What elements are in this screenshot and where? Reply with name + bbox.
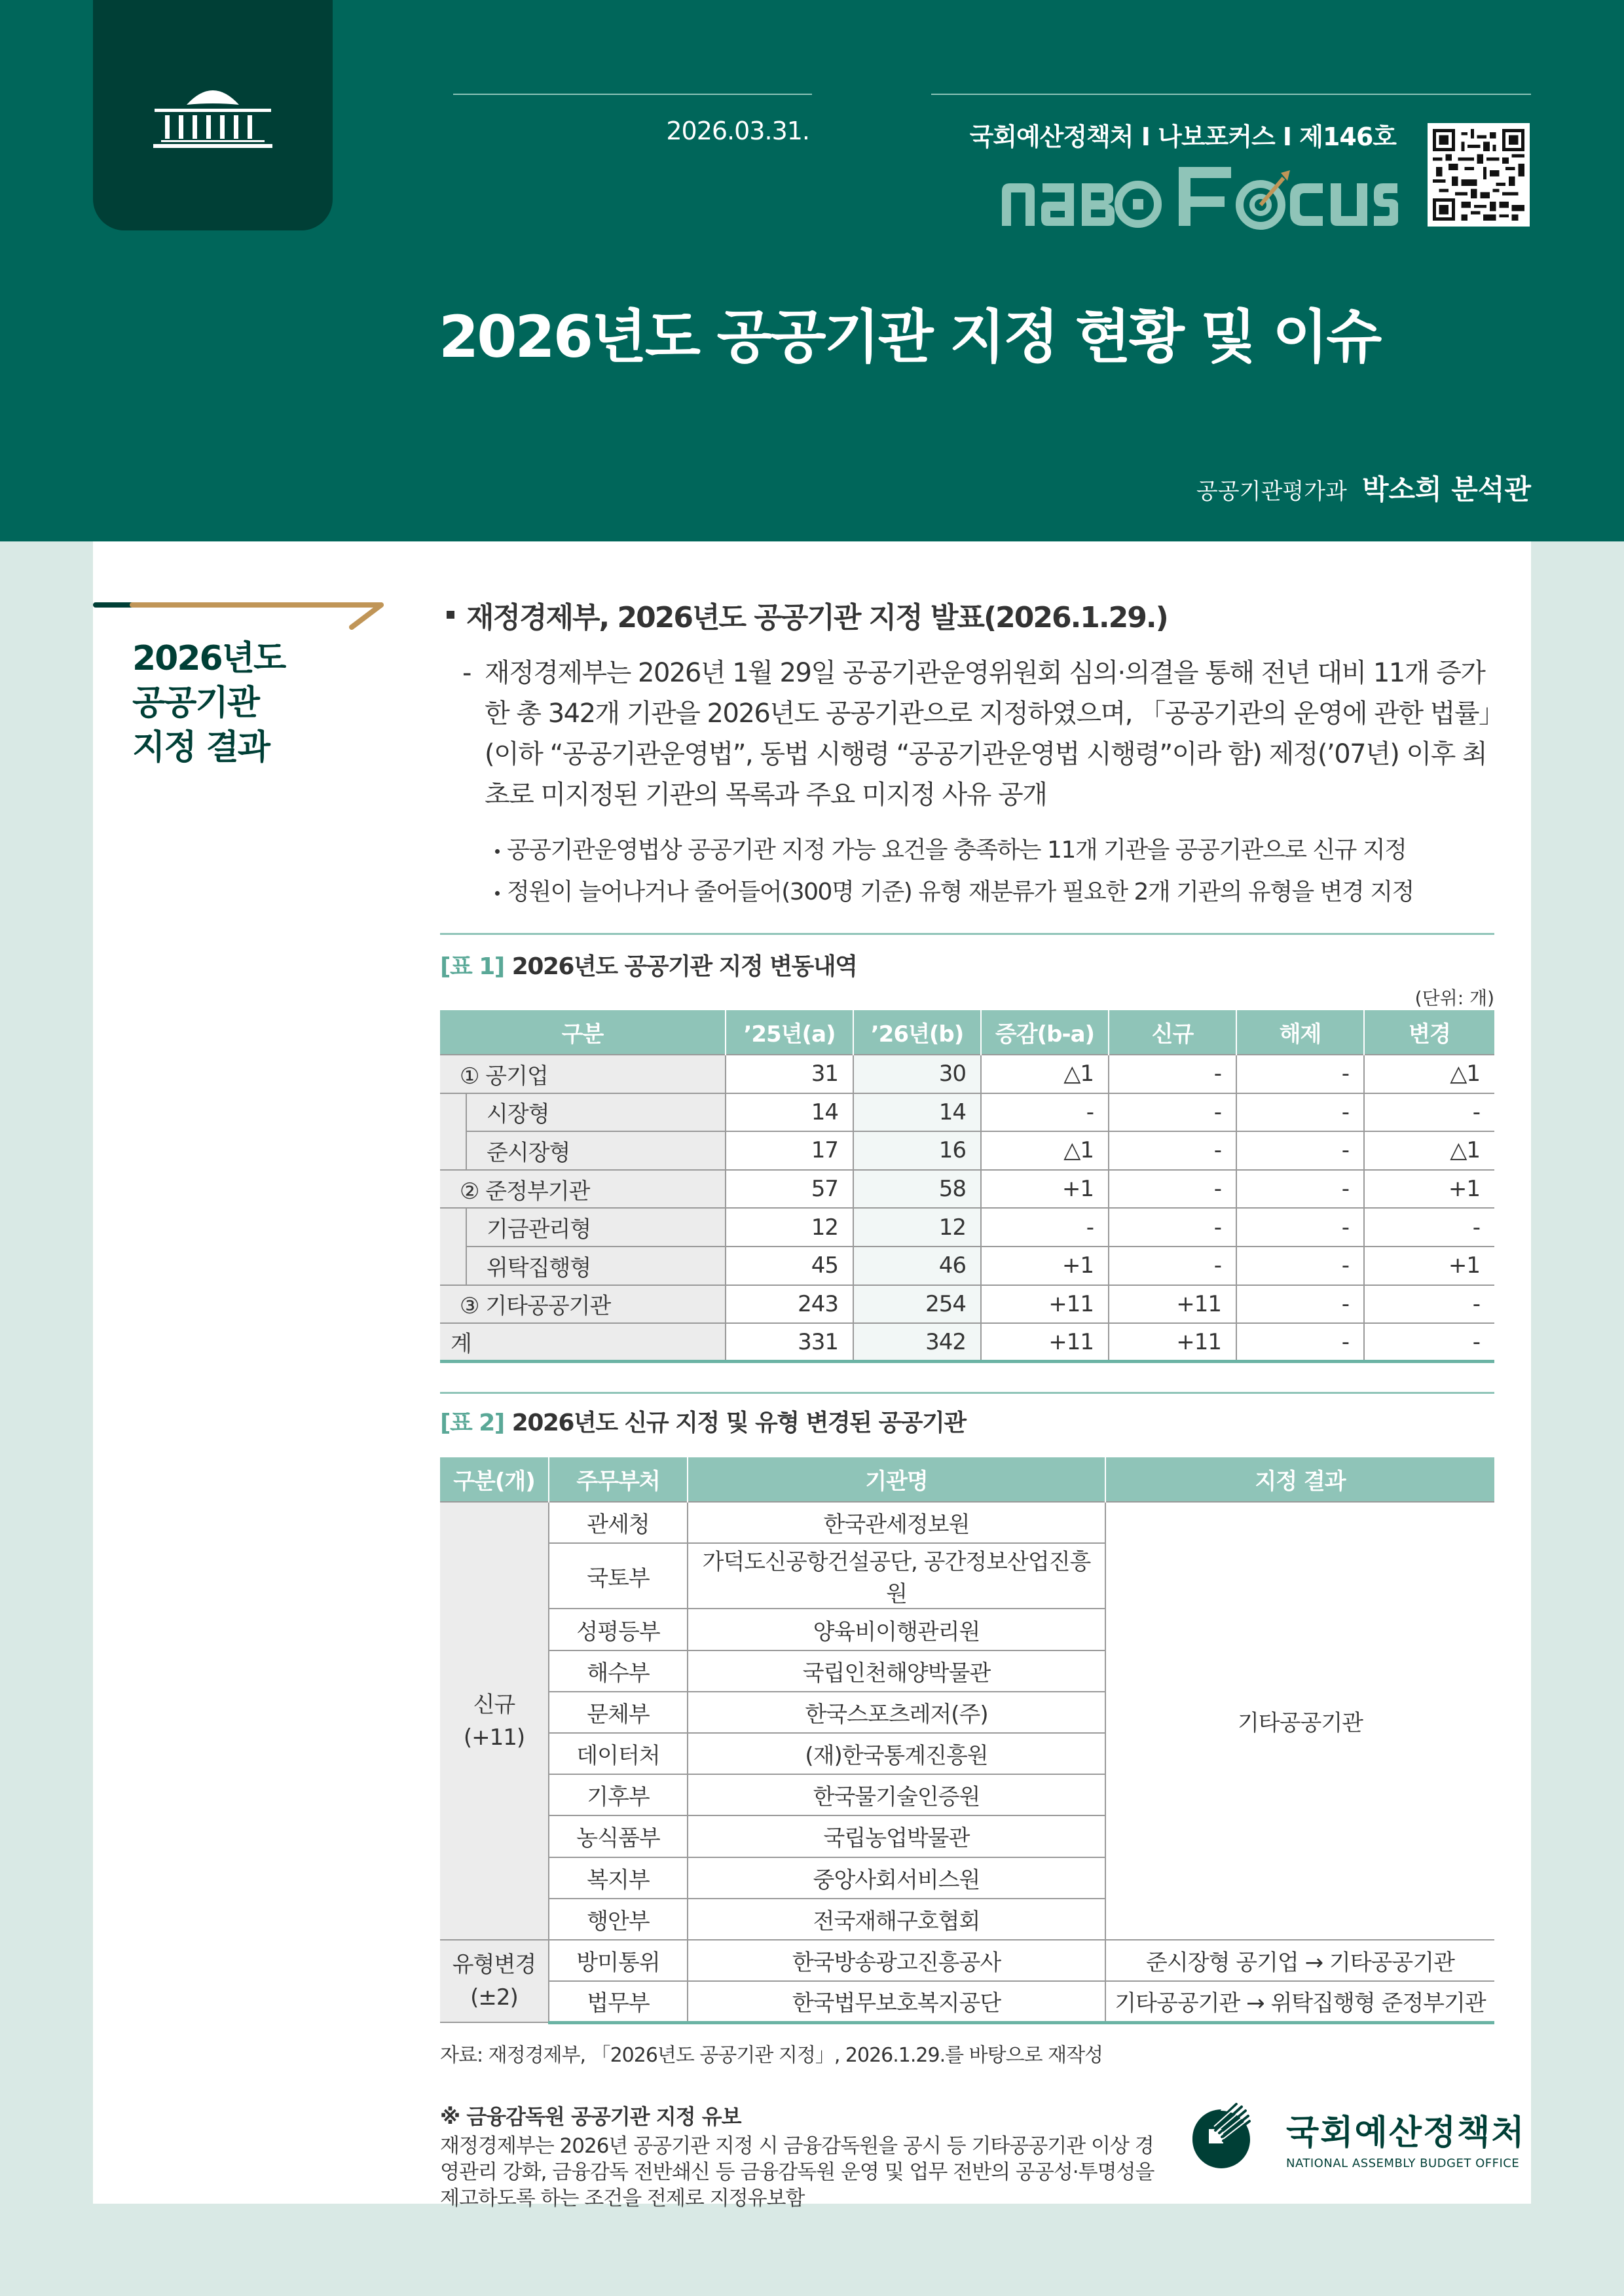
table-row: 시장형 14 14 - - - - <box>440 1093 1494 1132</box>
nabo-korean-name: 국회예산정책처 <box>1286 2113 1526 2153</box>
main-content <box>440 594 1494 2212</box>
table-row: 문체부 한국스포츠레저(주) <box>440 1692 1494 1733</box>
square-bullet-icon <box>447 611 454 619</box>
table-row: 국토부 가덕도신공항건설공단, 공간정보산업진흥원 <box>440 1543 1494 1609</box>
table1-unit: (단위: 개) <box>1414 987 1494 1009</box>
table-row: 복지부 중앙사회서비스원 <box>440 1857 1494 1899</box>
table1-top-rule <box>440 933 1494 935</box>
note-title: ※ 금융감독원 공공기관 지정 유보 <box>440 2104 741 2129</box>
publication-info: 국회예산정책처 I 나보포커스 I 제146호 <box>969 122 1396 151</box>
section-arrow-decoration <box>93 602 388 635</box>
table-header-row: 구분(개) 주무부처 기관명 지정 결과 <box>440 1457 1494 1502</box>
table1-caption: [표 1] 2026년도 공공기관 지정 변동내역 <box>440 953 857 980</box>
table2-top-rule <box>440 1392 1494 1394</box>
table-source-note: 자료: 재정경제부, 「2026년도 공공기관 지정」, 2026.1.29.를 바탕으로 재작성 <box>440 2043 1103 2067</box>
table-row: 위탁집행형 45 46 +1 - - +1 <box>440 1247 1494 1285</box>
table-total-row: 계 331 342 +11 +11 - - <box>440 1323 1494 1362</box>
table-row: 준시장형 17 16 △1 - - △1 <box>440 1131 1494 1170</box>
section-heading: 재정경제부, 2026년도 공공기관 지정 발표(2026.1.29.) <box>440 594 1494 636</box>
table-row: 기후부 한국물기술인증원 <box>440 1774 1494 1815</box>
group-label-new: 신규 (+11) <box>440 1502 549 1940</box>
new-designation-table <box>440 1457 1494 2024</box>
table-row: 법무부 한국법무보호복지공단 기타공공기관 → 위탁집행형 준정부기관 <box>440 1981 1494 2022</box>
page-body <box>93 541 1531 2210</box>
author-department: 공공기관평가과 <box>1196 479 1347 505</box>
table-row: 성평등부 양육비이행관리원 <box>440 1609 1494 1650</box>
table2-caption: [표 2] 2026년도 신규 지정 및 유형 변경된 공공기관 <box>440 1410 966 1437</box>
table-row: ② 준정부기관 57 58 +1 - - +1 <box>440 1170 1494 1209</box>
header-rule-left <box>453 94 812 95</box>
header-banner <box>0 0 1624 541</box>
table-row: 기금관리형 12 12 - - - - <box>440 1208 1494 1247</box>
designation-change-table <box>440 1010 1494 1363</box>
nabo-focus-logo <box>995 164 1398 236</box>
dash-bullet-icon: - <box>462 658 471 688</box>
author-name: 박소희 분석관 <box>1361 473 1531 505</box>
table-row: ① 공기업 31 30 △1 - - △1 <box>440 1055 1494 1093</box>
table-row: ③ 기타공공기관 243 254 +11 +11 - - <box>440 1285 1494 1324</box>
table-row: 데이터처 (재)한국통계진흥원 <box>440 1733 1494 1774</box>
bullet-item: 공공기관운영법상 공공기관 지정 가능 요건을 충족하는 11개 기관을 공공기관으로 신규 지정 <box>440 829 1494 871</box>
table-row: 농식품부 국립농업박물관 <box>440 1815 1494 1857</box>
group-label-type-change: 유형변경 (±2) <box>440 1940 549 2022</box>
header-rule-right <box>931 94 1531 95</box>
author <box>1196 468 1531 507</box>
nabo-emblem-icon <box>1185 2102 1257 2174</box>
qr-code-icon[interactable] <box>1428 123 1530 227</box>
section-paragraph: - 재정경제부는 2026년 1월 29일 공공기관운영위원회 심의·의결을 통해 전년 대비 11개 증가한 총 342개 기관을 2026년도 공공기관으로 지정하였으며, 「공공기관의 운영에 관한 법률」(이하 “공공기관운영법”, 동법 시행령 “공공기관운영법 시행령”이라 함) 제정(’07년) 이후 최초로 미지정된 기관의 목록과 주요 미지정 사유 공개 <box>440 653 1494 815</box>
table-row: 해수부 국립인천해양박물관 <box>440 1650 1494 1692</box>
bullet-item: 정원이 늘어나거나 줄어들어(300명 기준) 유형 재분류가 필요한 2개 기관의 유형을 변경 지정 <box>440 871 1494 913</box>
national-assembly-icon <box>151 82 275 148</box>
nabo-footer-logo <box>1185 2102 1526 2174</box>
page-title: 2026년도 공공기관 지정 현황 및 이슈 <box>439 303 1380 371</box>
emblem-tab <box>93 0 333 230</box>
issue-date: 2026.03.31. <box>666 117 809 145</box>
table-row: 행안부 전국재해구호협회 <box>440 1899 1494 1940</box>
nabo-english-name: NATIONAL ASSEMBLY BUDGET OFFICE <box>1286 2157 1520 2170</box>
note-body: 재정경제부는 2026년 공공기관 지정 시 금융감독원을 공시 등 기타공공기관 이상 경영관리 강화, 금융감독 전반쇄신 등 금융감독원 운영 및 업무 전반의 공공성·투명성을 제고하도록 하는 조건을 전제로 지정유보함 <box>440 2134 1154 2210</box>
sidebar-section-title: 2026년도 공공기관 지정 결과 <box>132 639 286 767</box>
table-header-row: 구분 ’25년(a) ’26년(b) 증감(b-a) 신규 해제 변경 <box>440 1010 1494 1055</box>
table-row: 신규 (+11) 관세청 한국관세정보원 기타공공기관 <box>440 1502 1494 1543</box>
table-row: 유형변경 (±2) 방미통위 한국방송광고진흥공사 준시장형 공기업 → 기타공공기관 <box>440 1940 1494 1981</box>
